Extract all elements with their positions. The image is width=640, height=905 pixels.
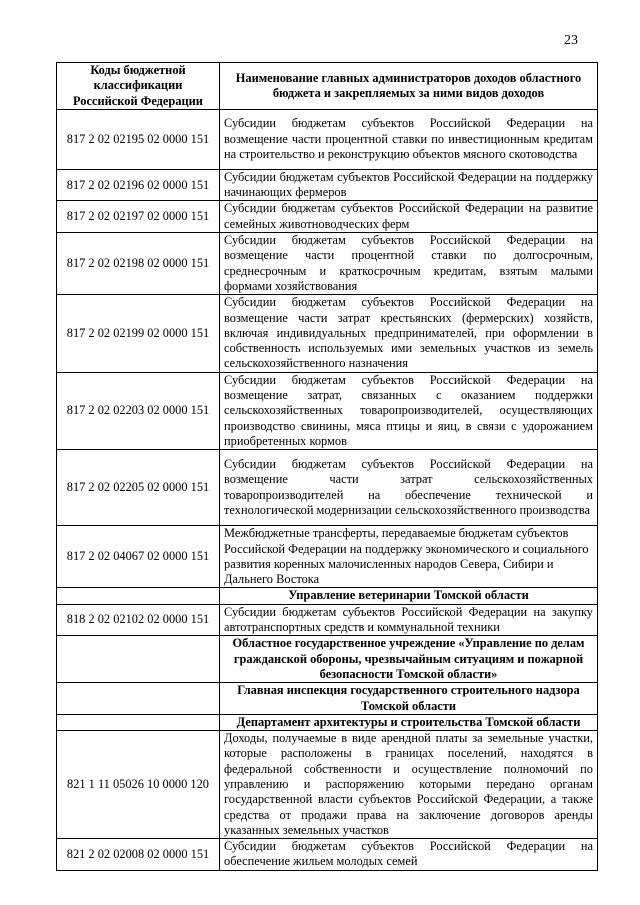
table-row — [57, 233, 598, 295]
budget-code: 817 2 02 02198 02 0000 151 — [57, 233, 220, 295]
administrator-name: Департамент архитектуры и строительства Томской области — [220, 714, 598, 730]
table-row — [57, 604, 598, 636]
table-row — [57, 169, 598, 201]
table-row — [57, 526, 598, 588]
section-row — [57, 588, 598, 604]
budget-code: 818 2 02 02102 02 0000 151 — [57, 604, 220, 636]
page-number: 23 — [564, 33, 578, 48]
empty-code-cell — [57, 636, 220, 683]
administrator-name: Областное государственное учреждение «Управление по делам гражданской обороны, чрезвычайным ситуациям и пожарной безопасности Томской области» — [220, 636, 598, 683]
budget-code: 817 2 02 02203 02 0000 151 — [57, 372, 220, 449]
budget-code: 821 2 02 02008 02 0000 151 — [57, 839, 220, 871]
budget-codes-table — [56, 62, 598, 871]
table-row — [57, 372, 598, 449]
budget-code: 821 1 11 05026 10 0000 120 — [57, 731, 220, 839]
column-header-codes: Коды бюджетной классификации Российской Федерации — [57, 63, 220, 110]
budget-code: 817 2 02 04067 02 0000 151 — [57, 526, 220, 588]
income-description: Субсидии бюджетам субъектов Российской Федерации на возмещение части затрат крестьянских (фермерских) хозяйств, включая индивидуальных предпринимателей, при оформлении в собственность используемых ими земельных участков из земель сельскохозяйственного назначения — [220, 295, 598, 372]
income-description: Межбюджетные трансферты, передаваемые бюджетам субъектов Российской Федерации на поддержку экономического и социального развития коренных малочисленных народов Севера, Сибири и Дальнего Востока — [220, 526, 598, 588]
table-row — [57, 839, 598, 871]
table-row — [57, 295, 598, 372]
budget-code: 817 2 02 02197 02 0000 151 — [57, 201, 220, 233]
section-row — [57, 636, 598, 683]
income-description: Субсидии бюджетам субъектов Российской Федерации на возмещение части процентной ставки по долгосрочным, среднесрочным и краткосрочным кредитам, взятым малыми формами хозяйствования — [220, 233, 598, 295]
income-description: Субсидии бюджетам субъектов Российской Федерации на развитие семейных животноводческих ферм — [220, 201, 598, 233]
empty-code-cell — [57, 683, 220, 715]
income-description: Субсидии бюджетам субъектов Российской Федерации на обеспечение жильем молодых семей — [220, 839, 598, 871]
administrator-name: Главная инспекция государственного строительного надзора Томской области — [220, 683, 598, 715]
table-row — [57, 201, 598, 233]
budget-code: 817 2 02 02196 02 0000 151 — [57, 169, 220, 201]
empty-code-cell — [57, 588, 220, 604]
administrator-name: Управление ветеринарии Томской области — [220, 588, 598, 604]
budget-code: 817 2 02 02199 02 0000 151 — [57, 295, 220, 372]
budget-code: 817 2 02 02205 02 0000 151 — [57, 450, 220, 526]
budget-code: 817 2 02 02195 02 0000 151 — [57, 109, 220, 169]
income-description: Субсидии бюджетам субъектов Российской Федерации на закупку автотранспортных средств и коммунальной техники — [220, 604, 598, 636]
table-row — [57, 731, 598, 839]
income-description: Субсидии бюджетам субъектов Российской Федерации на возмещение части затрат сельскохозяйственных товаропроизводителей на обеспечение технической и технологической модернизации сельскохозяйственного производства — [220, 450, 598, 526]
income-description: Субсидии бюджетам субъектов Российской Федерации на возмещение части процентной ставки по инвестиционным кредитам на строительство и реконструкцию объектов мясного скотоводства — [220, 109, 598, 169]
section-row — [57, 683, 598, 715]
section-row — [57, 714, 598, 730]
empty-code-cell — [57, 714, 220, 730]
table-header-row — [57, 63, 598, 110]
income-description: Субсидии бюджетам субъектов Российской Федерации на поддержку начинающих фермеров — [220, 169, 598, 201]
income-description: Доходы, получаемые в виде арендной платы за земельные участки, которые расположены в границах поселений, находятся в федеральной собственности и осуществление полномочий по управлению и распоряжению которыми передано органам государственной власти субъектов Российской Федерации, а также средства от продажи права на заключение договоров аренды указанных земельных участков — [220, 731, 598, 839]
table-row — [57, 450, 598, 526]
income-description: Субсидии бюджетам субъектов Российской Федерации на возмещение затрат, связанных с оказанием поддержки сельскохозяйственных товаропроизводителей, осуществляющих производство свинины, мяса птицы и яиц, в связи с удорожанием приобретенных кормов — [220, 372, 598, 449]
column-header-names: Наименование главных администраторов доходов областного бюджета и закрепляемых за ними видов доходов — [220, 63, 598, 110]
table-row — [57, 109, 598, 169]
